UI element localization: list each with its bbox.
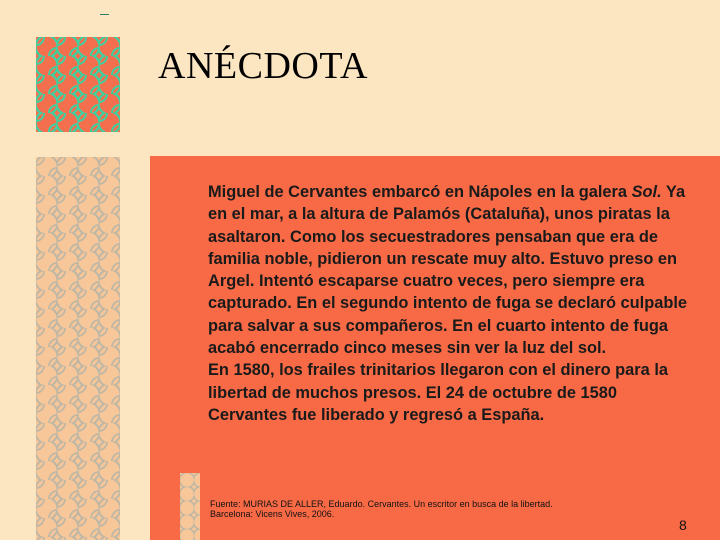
source-line-1: Fuente: MURIAS DE ALLER, Eduardo. Cervantes. Un escritor en busca de la libertad. [210, 499, 553, 509]
source-citation [210, 499, 650, 519]
paragraph-capture [208, 181, 698, 359]
paragraph-liberation: En 1580, los frailes trinitarios llegaron con el dinero para la libertad de muchos presos. El 24 de octubre de 1580 Cervantes fue liberado y regresó a España. [208, 361, 669, 424]
small-circles-tile-icon [180, 473, 200, 540]
source-line-2: Barcelona: Vicens Vives, 2006. [210, 509, 335, 519]
decorative-dash [100, 14, 109, 15]
page-number: 8 [679, 517, 687, 533]
top-circles-tile-icon [36, 37, 120, 132]
slide-title: ANÉCDOTA [158, 45, 368, 87]
paragraph-1-rest: Ya en el mar, a la altura de Palamós (Cataluña), unos piratas la asaltaron. Como los secuestradores pensaban que era de familia noble, pidieron un rescate muy alto. Estuvo preso en Argel. Intentó escaparse cuatro veces, pero siempre era capturado. En el segundo intento de fuga se declaró culpable para salvar a sus compañeros. En el cuarto intento de fuga acabó encerrado cinco meses sin ver la luz del sol. [208, 183, 688, 358]
paragraph-1-start: Miguel de Cervantes embarcó en Nápoles en la galera [208, 183, 632, 201]
side-circles-tile-icon [36, 157, 120, 540]
galley-name: Sol. [631, 183, 662, 201]
anecdote-text [208, 181, 698, 426]
